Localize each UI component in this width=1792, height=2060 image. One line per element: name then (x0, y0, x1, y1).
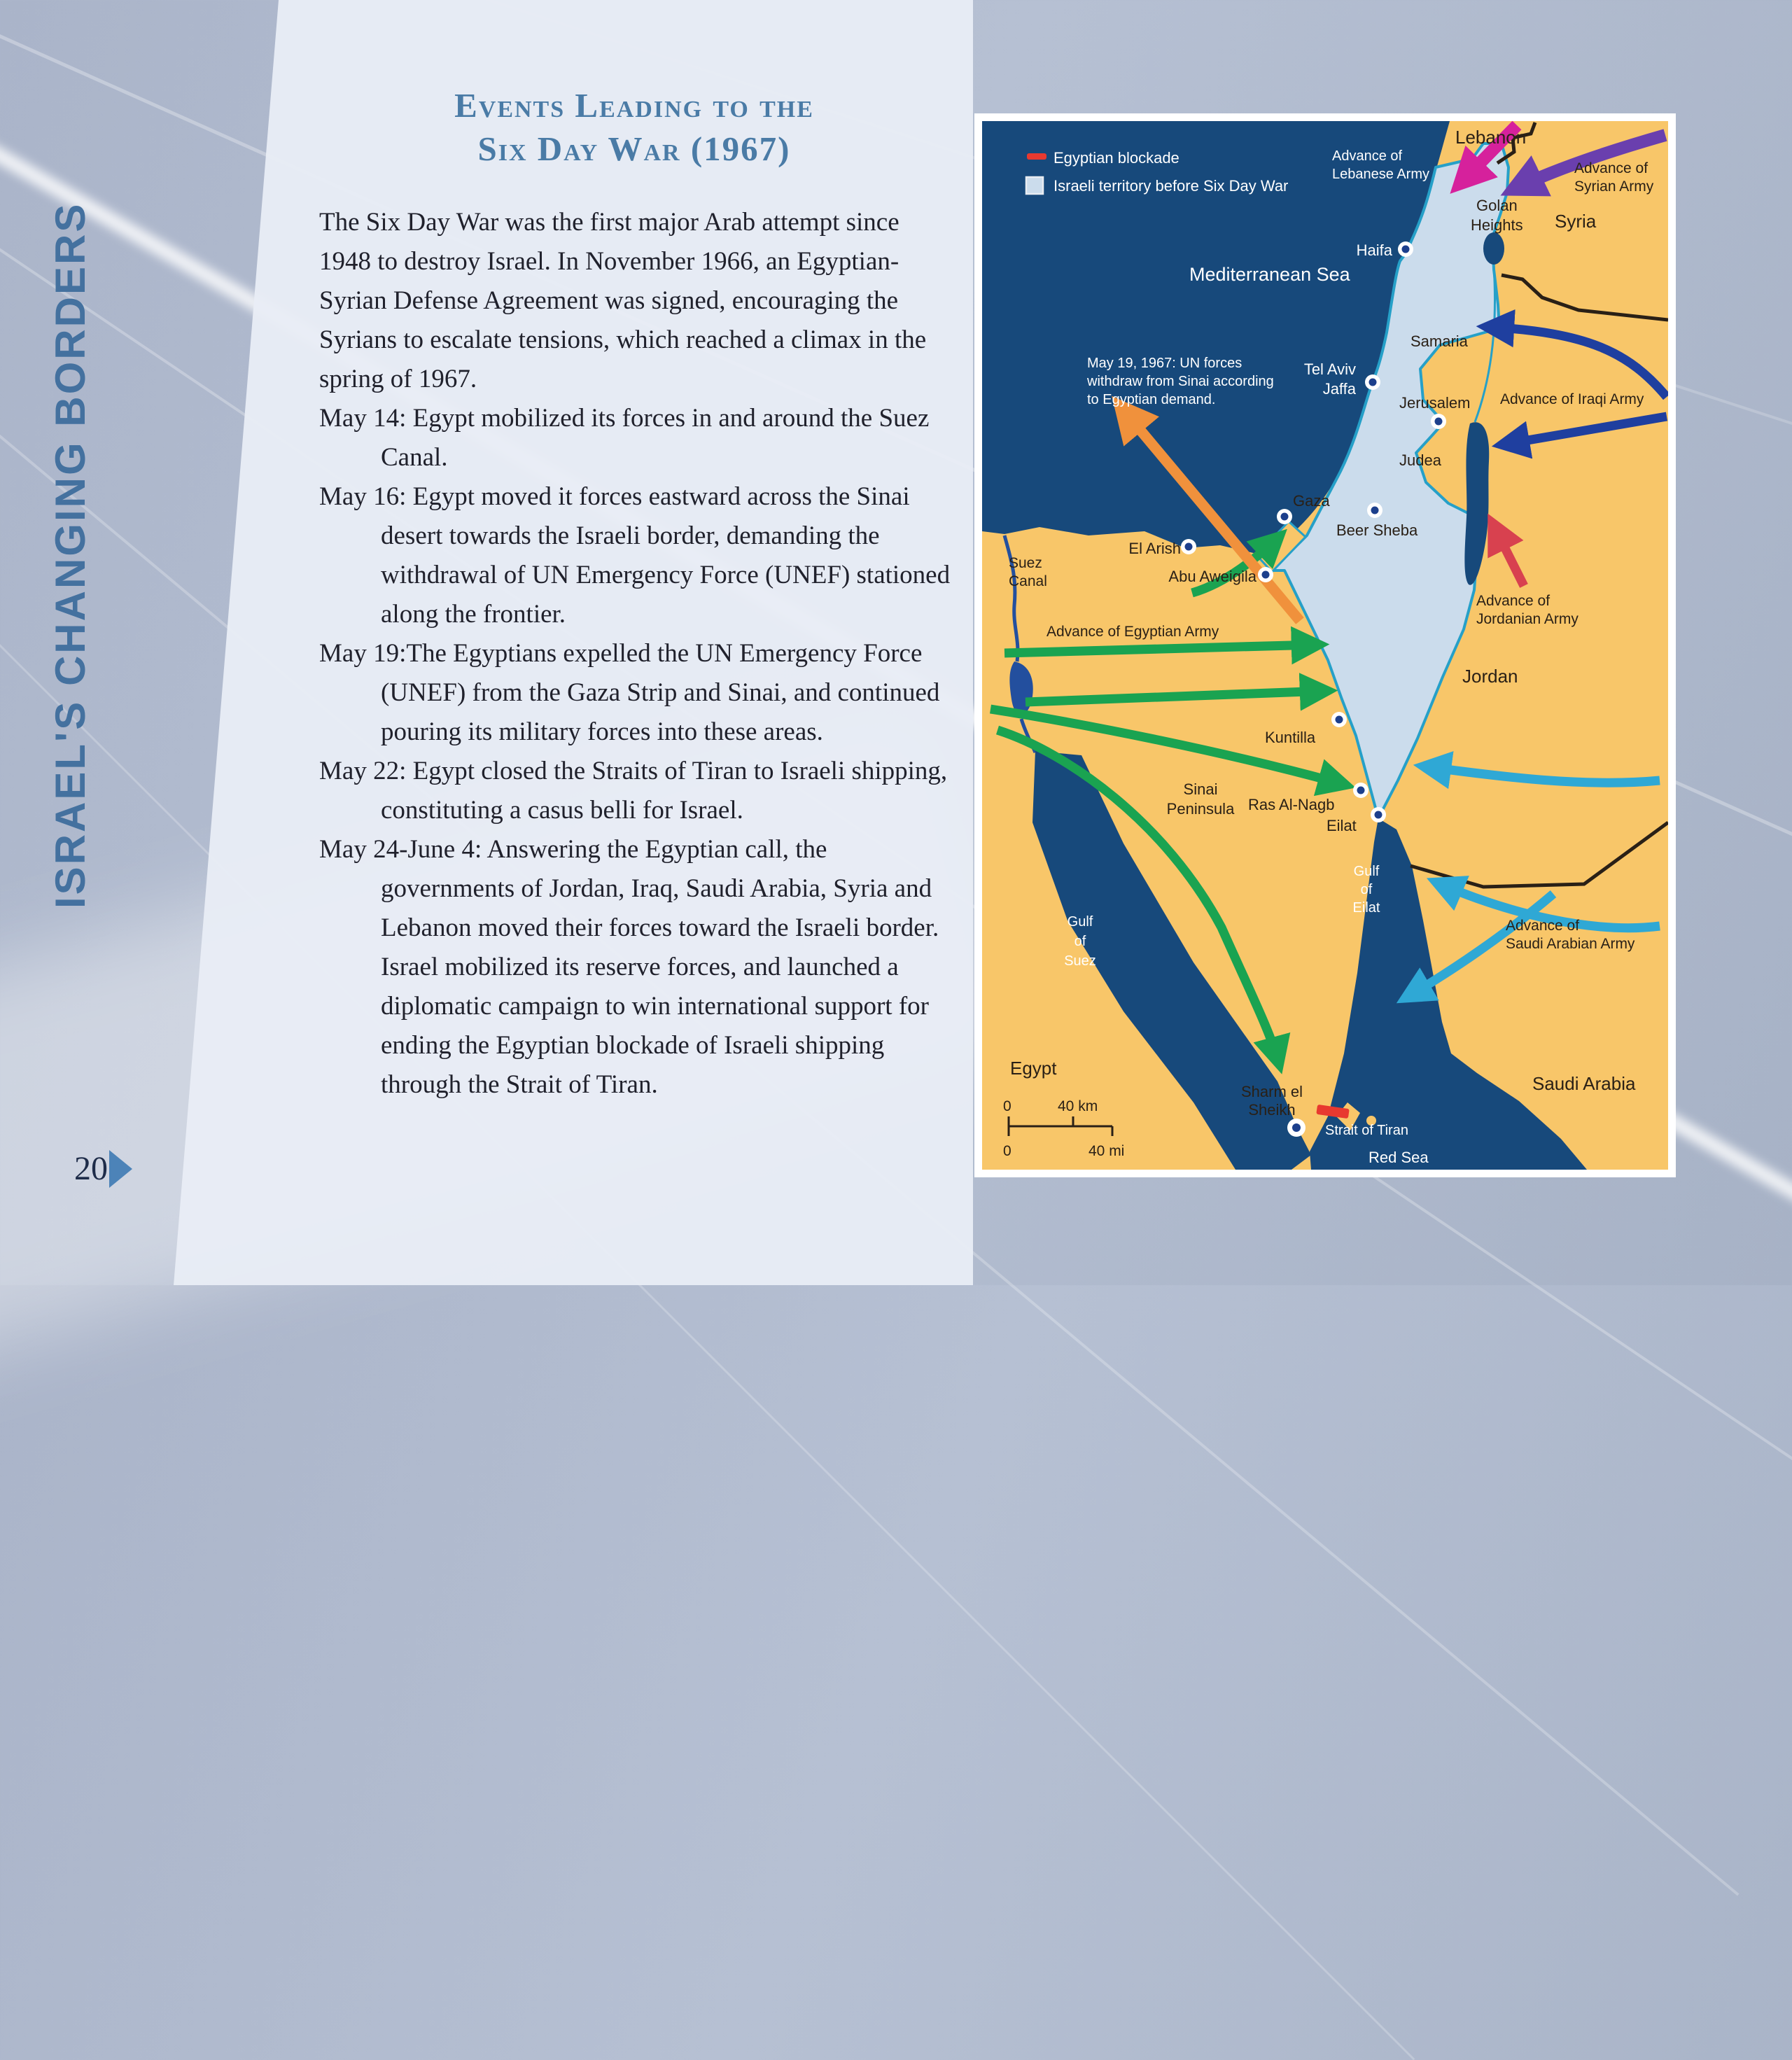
beer-sheba-label: Beer Sheba (1336, 521, 1418, 539)
judea-label: Judea (1399, 451, 1441, 469)
mediterranean-sea-label: Mediterranean Sea (1189, 264, 1350, 285)
gulf-of-suez-label-2: of (1074, 934, 1086, 949)
gulf-of-eilat-label-2: of (1360, 882, 1373, 897)
timeline-text: Egypt mobilized its forces in and around the Suez Canal. (381, 404, 930, 472)
el-arish-label: El Arish (1128, 540, 1181, 557)
gaza-label: Gaza (1293, 492, 1330, 510)
legend-territory-icon (1026, 177, 1043, 194)
body-text (319, 203, 953, 1105)
page-number-block (74, 1149, 132, 1188)
red-sea-label: Red Sea (1368, 1149, 1429, 1166)
timeline-entry (319, 399, 953, 477)
timeline-entry (319, 752, 953, 830)
egypt-label: Egypt (1010, 1058, 1057, 1079)
advance-egyptian-label: Advance of Egyptian Army (1046, 624, 1219, 640)
intro-paragraph: The Six Day War was the first major Arab attempt since 1948 to destroy Israel. In November 1966, an Egyptian-Syrian Defense Agreement was signed, encouraging the Syrians to escalate tensions, which reached a climax in the spring of 1967. (319, 208, 927, 393)
advance-lebanese-label-1: Advance of (1332, 148, 1403, 164)
city-dot-haifa (1398, 241, 1413, 257)
un-withdrawal-note-3: to Egyptian demand. (1087, 392, 1216, 407)
advance-syrian-label-2: Syrian Army (1574, 178, 1654, 195)
city-dot-jerusalem (1431, 414, 1446, 429)
city-dot-abu-aweigila (1258, 567, 1273, 582)
six-day-war-map (974, 113, 1676, 1177)
city-dot-ras-al-nagb (1353, 783, 1368, 798)
kuntilla-label: Kuntilla (1265, 729, 1316, 746)
eilat-label: Eilat (1326, 817, 1357, 834)
gulf-of-suez-label-3: Suez (1064, 953, 1096, 969)
sharm-el-sheikh-label-2: Sheikh (1248, 1101, 1296, 1119)
advance-saudi-label-1: Advance of (1506, 918, 1580, 934)
lebanon-label: Lebanon (1455, 127, 1527, 148)
section-title-line1: Events Leading to the (454, 86, 814, 125)
city-dot-tel-aviv (1365, 374, 1380, 390)
golan-heights-label-1: Golan (1476, 197, 1518, 214)
section-title-line2: Six Day War (1967) (477, 129, 791, 168)
timeline-date: May 14: (319, 404, 413, 433)
section-title (318, 84, 950, 171)
advance-iraqi-label: Advance of Iraqi Army (1500, 391, 1644, 407)
haifa-label: Haifa (1356, 241, 1392, 259)
map-svg (982, 121, 1668, 1170)
scale-zero-km: 0 (1003, 1098, 1011, 1114)
syria-label: Syria (1555, 211, 1597, 232)
timeline-date: May 22: (319, 757, 413, 785)
suez-canal-label-1: Suez (1009, 555, 1042, 571)
timeline-date: May 24-June 4: (319, 835, 487, 864)
un-withdrawal-note-1: May 19, 1967: UN forces (1087, 356, 1242, 371)
page-corner-arrow-icon (109, 1150, 132, 1188)
city-dot-beer-sheba (1367, 503, 1382, 518)
golan-heights-label-2: Heights (1471, 216, 1523, 234)
sharm-el-sheikh-label-1: Sharm el (1240, 1083, 1303, 1100)
sidebar-chapter-title: ISRAEL'S CHANGING BORDERS (47, 202, 94, 909)
tel-aviv-label-2: Jaffa (1322, 380, 1356, 398)
jerusalem-label: Jerusalem (1399, 394, 1471, 412)
ras-al-nagb-label: Ras Al-Nagb (1248, 796, 1335, 813)
legend-blockade-icon (1027, 153, 1046, 160)
advance-syrian-label-1: Advance of (1574, 160, 1648, 176)
timeline-text: Egypt closed the Straits of Tiran to Israeli shipping, constituting a casus belli for Israel. (381, 757, 948, 825)
un-withdrawal-note-2: withdraw from Sinai according (1087, 374, 1274, 389)
suez-canal-label-2: Canal (1009, 573, 1047, 589)
scale-40km: 40 km (1058, 1098, 1098, 1114)
timeline-text: The Egyptians expelled the UN Emergency Force (UNEF) from the Gaza Strip and Sinai, and continued pouring its military forces into these areas. (381, 639, 940, 746)
sinai-peninsula-label-1: Sinai (1183, 780, 1218, 798)
timeline-date: May 19: (319, 639, 407, 668)
jordan-label: Jordan (1462, 666, 1518, 687)
timeline-text: Egypt moved it forces eastward across the Sinai desert towards the Israeli border, demanding the withdrawal of UN Emergency Force (UNEF) stationed along the frontier. (381, 482, 951, 629)
sinai-peninsula-label-2: Peninsula (1166, 800, 1235, 818)
city-dot-sharm-el-sheikh (1287, 1119, 1306, 1137)
gulf-of-eilat-label-1: Gulf (1353, 864, 1380, 879)
gulf-of-eilat-label-3: Eilat (1352, 900, 1380, 916)
timeline-entry (319, 830, 953, 1105)
timeline-date: May 16: (319, 482, 413, 511)
city-dot-gaza (1277, 509, 1292, 524)
timeline-entry (319, 634, 953, 752)
page-number: 20 (74, 1150, 108, 1187)
legend-blockade-label: Egyptian blockade (1054, 149, 1180, 167)
scale-40mi: 40 mi (1088, 1143, 1125, 1159)
city-dot-kuntilla (1331, 712, 1347, 727)
advance-lebanese-label-2: Lebanese Army (1332, 167, 1429, 182)
city-dot-el-arish (1181, 539, 1196, 554)
strait-of-tiran-label: Strait of Tiran (1325, 1123, 1408, 1138)
sea-of-galilee-shape (1483, 232, 1504, 265)
tel-aviv-label-1: Tel Aviv (1303, 360, 1356, 378)
legend-territory-label: Israeli territory before Six Day War (1054, 177, 1289, 195)
advance-jordanian-label-2: Jordanian Army (1476, 611, 1578, 627)
gulf-of-suez-label-1: Gulf (1067, 914, 1093, 930)
city-dot-eilat (1371, 807, 1386, 822)
abu-aweigila-label: Abu Aweigila (1168, 568, 1256, 585)
advance-jordanian-label-1: Advance of (1476, 593, 1550, 609)
samaria-label: Samaria (1410, 332, 1468, 350)
timeline-text: Answering the Egyptian call, the governments of Jordan, Iraq, Saudi Arabia, Syria and Lebanon moved their forces toward the Israeli border. Israel mobilized its reserve forces, and launched a diplomatic campaign to win international support for ending the Egyptian blockade of Israeli shipping through the Strait of Tiran. (381, 835, 939, 1099)
timeline-entry (319, 477, 953, 634)
advance-saudi-label-2: Saudi Arabian Army (1506, 936, 1635, 952)
scale-zero-mi: 0 (1003, 1143, 1011, 1159)
saudi-arabia-label: Saudi Arabia (1532, 1073, 1636, 1094)
